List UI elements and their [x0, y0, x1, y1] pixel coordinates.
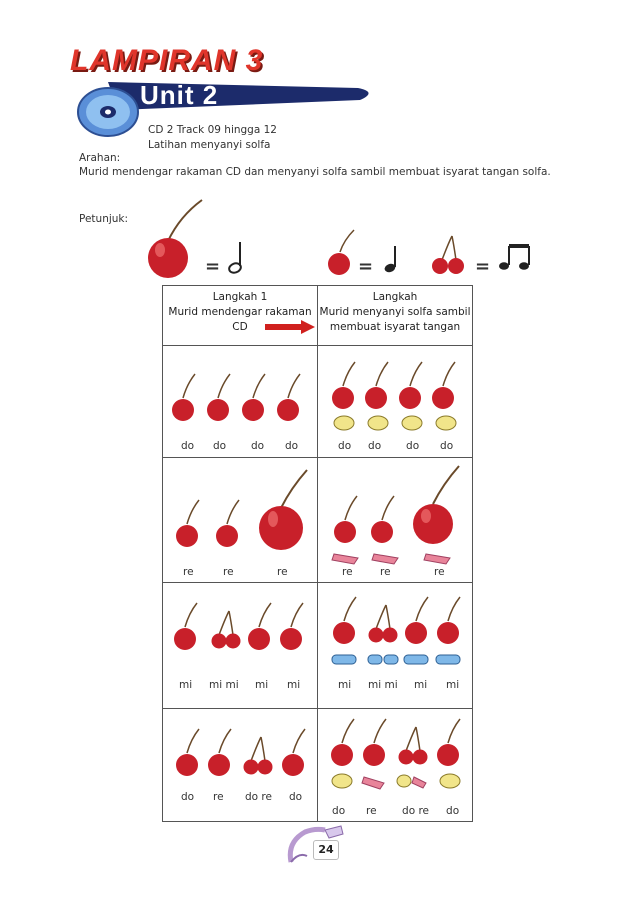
col2-title: Langkah — [372, 291, 418, 303]
syllable: do — [338, 440, 352, 452]
col1-title: Langkah 1 — [212, 291, 268, 303]
syllable: mi — [338, 679, 352, 691]
cherry-icon — [176, 729, 199, 776]
row1-left-cell — [163, 346, 318, 458]
syllable: do — [251, 440, 265, 452]
syllable: do — [440, 440, 454, 452]
cherry-icon — [207, 374, 230, 421]
row4-right-cell — [318, 709, 473, 822]
svg-text:=: = — [475, 256, 491, 277]
syllable: do — [368, 440, 382, 452]
cherry-icon — [277, 374, 300, 421]
syllable: do — [285, 440, 299, 452]
row3-left-cell — [163, 583, 318, 709]
cherry-icon — [248, 603, 271, 650]
col2-subtitle: Murid menyanyi solfa sambil membuat isyarat tangan — [319, 306, 471, 333]
syllable: do re — [402, 805, 430, 817]
cd-icon — [76, 80, 146, 140]
cherry-icon — [432, 362, 455, 409]
hand-sign-icon — [332, 655, 356, 664]
syllable: re — [213, 791, 224, 803]
quavers-note-icon — [499, 246, 529, 270]
hand-sign-icon — [402, 416, 422, 430]
hand-sign-icon — [372, 554, 398, 564]
row2-right-cherries — [318, 458, 473, 583]
syllable: do — [446, 805, 460, 817]
rhythm-legend — [140, 196, 560, 286]
solfa-table — [162, 285, 473, 822]
row4-left-cell — [163, 709, 318, 822]
cherry-icon — [365, 362, 388, 409]
cherry-icon — [208, 729, 231, 776]
hand-sign-icon — [404, 655, 428, 664]
big-cherry-icon — [148, 200, 202, 278]
syllable: do — [406, 440, 420, 452]
syllable: mi — [179, 679, 193, 691]
hand-sign-icon — [334, 416, 354, 430]
syllable: re — [223, 566, 234, 578]
petunjuk-label: Petunjuk: — [79, 213, 129, 225]
hand-sign-icon — [362, 777, 384, 789]
double-cherry-icon — [244, 737, 273, 775]
syllable: re — [434, 566, 445, 578]
syllable: re — [277, 566, 288, 578]
cherry-icon — [399, 362, 422, 409]
syllable: do — [181, 791, 195, 803]
red-arrow-icon — [265, 320, 315, 334]
cherry-icon — [334, 496, 357, 543]
syllable: mi mi — [209, 679, 239, 691]
syllable: do — [289, 791, 303, 803]
syllable: mi — [287, 679, 301, 691]
row2-right-cell — [318, 458, 473, 583]
cherry-icon — [405, 597, 428, 644]
svg-text:=: = — [358, 256, 374, 277]
row2-left-cherries — [163, 458, 318, 583]
hand-sign-icon — [397, 775, 426, 788]
syllable: do — [213, 440, 227, 452]
hand-sign-icon — [332, 554, 358, 564]
minim-note-icon — [228, 242, 242, 274]
cherry-icon — [176, 500, 199, 547]
cherry-icon — [332, 362, 355, 409]
row4-left-cherries — [163, 709, 318, 822]
cherry-icon — [371, 496, 394, 543]
syllable: mi — [414, 679, 428, 691]
unit-title: Unit 2 — [140, 80, 219, 110]
cherry-icon — [333, 597, 356, 644]
syllable: do — [181, 440, 195, 452]
col1-header — [163, 286, 318, 346]
syllable: re — [366, 805, 377, 817]
double-cherry-icon — [399, 727, 428, 765]
hand-sign-icon — [368, 416, 388, 430]
track-label: CD 2 Track 09 hingga 12 — [148, 124, 277, 136]
hand-sign-icon — [440, 774, 460, 788]
row2-left-cell — [163, 458, 318, 583]
double-cherry-icon — [369, 605, 398, 643]
syllable: re — [380, 566, 391, 578]
hand-sign-icon — [332, 774, 352, 788]
cherry-icon — [331, 719, 354, 766]
arahan-text: Murid mendengar rakaman CD dan menyanyi solfa sambil membuat isyarat tangan solfa. — [79, 166, 551, 178]
cherry-icon — [437, 597, 460, 644]
syllable: mi — [446, 679, 460, 691]
row1-right-cell — [318, 346, 473, 458]
cherry-icon — [174, 603, 197, 650]
row3-right-cell — [318, 583, 473, 709]
syllable: re — [342, 566, 353, 578]
big-cherry-icon — [259, 470, 307, 550]
big-cherry-icon — [413, 466, 459, 544]
cherry-icon — [437, 719, 460, 766]
syllable: do — [332, 805, 346, 817]
syllable: re — [183, 566, 194, 578]
syllable: do re — [245, 791, 272, 803]
hand-sign-icon — [368, 655, 398, 664]
syllable: mi mi — [368, 679, 398, 691]
col2-header — [318, 286, 473, 346]
cherry-icon — [216, 500, 239, 547]
hand-sign-icon — [436, 655, 460, 664]
cherry-icon — [242, 374, 265, 421]
activity-subtitle: Latihan menyanyi solfa — [148, 139, 271, 151]
hand-sign-icon — [424, 554, 450, 564]
cherry-icon — [280, 603, 303, 650]
double-cherry-icon — [432, 236, 464, 274]
page-number: 24 — [313, 840, 339, 860]
crotchet-note-icon — [383, 246, 396, 274]
cherry-icon — [363, 719, 386, 766]
cherry-icon — [328, 230, 354, 275]
col1-subtitle: Murid mendengar rakaman CD — [168, 306, 312, 333]
syllable: mi — [255, 679, 269, 691]
cherry-icon — [172, 374, 195, 421]
svg-text:=: = — [205, 256, 221, 277]
cherry-icon — [282, 729, 305, 776]
arahan-label: Arahan: — [79, 152, 121, 164]
double-cherry-icon — [212, 611, 241, 649]
lampiran-title: LAMPIRAN 3 — [70, 44, 264, 77]
hand-sign-icon — [436, 416, 456, 430]
